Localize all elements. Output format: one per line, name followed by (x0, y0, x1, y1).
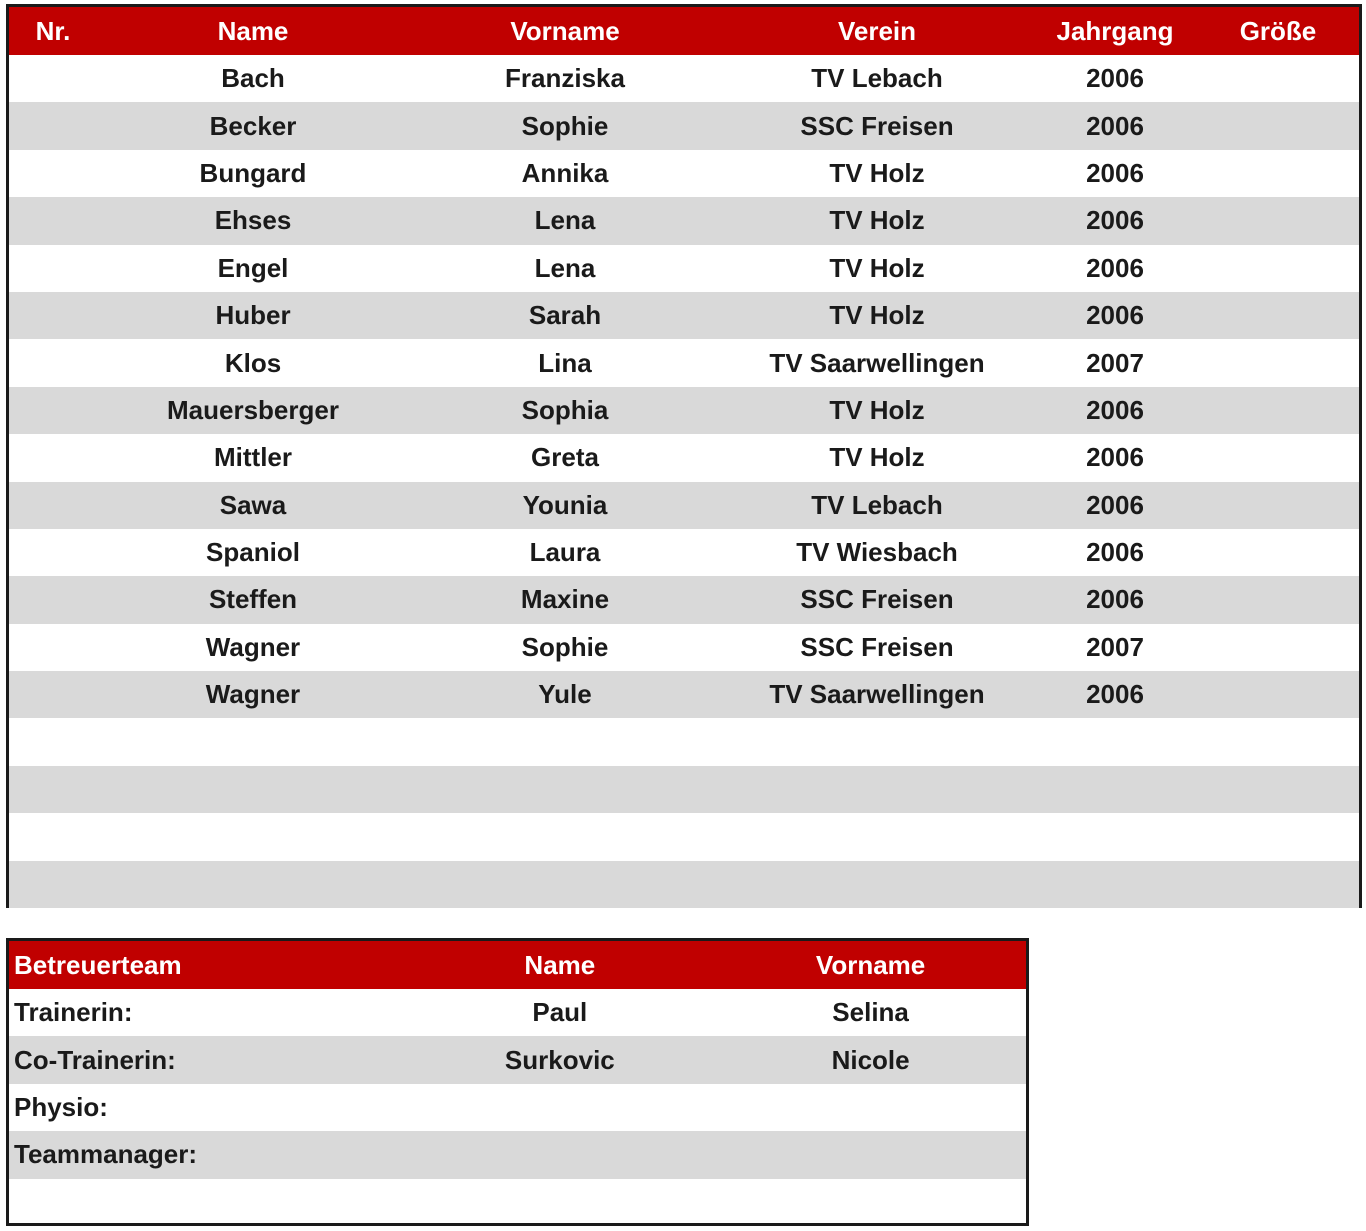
cell-name: Engel (217, 252, 289, 283)
cell-jahrgang: 2006 (1086, 63, 1144, 94)
staff-cell-name: Paul (532, 997, 588, 1028)
table-row (9, 671, 1359, 718)
table-row (9, 529, 1359, 576)
cell-vorname: Sophie (521, 110, 609, 141)
cell-name: Huber (215, 300, 291, 331)
cell-verein: TV Holz (829, 157, 925, 188)
header-staff-vorname: Vorname (815, 949, 926, 980)
cell-jahrgang: 2006 (1086, 252, 1144, 283)
cell-verein: TV Saarwellingen (769, 679, 985, 710)
cell-verein: TV Holz (829, 442, 925, 473)
cell-vorname: Maxine (520, 584, 610, 615)
players-header-row (9, 7, 1359, 55)
cell-jahrgang: 2006 (1086, 489, 1144, 520)
header-vorname: Vorname (510, 15, 620, 46)
cell-name: Spaniol (206, 537, 300, 568)
table-row (9, 197, 1359, 244)
table-row (9, 766, 1359, 813)
header-name: Name (217, 15, 289, 46)
cell-verein: TV Wiesbach (796, 537, 958, 568)
staff-cell-name: Surkovic (504, 1044, 615, 1075)
cell-jahrgang: 2006 (1086, 157, 1144, 188)
players-table (6, 4, 1362, 908)
cell-vorname: Sophie (521, 631, 609, 662)
table-row (9, 624, 1359, 671)
cell-jahrgang: 2006 (1086, 584, 1144, 615)
cell-vorname: Greta (531, 442, 599, 473)
cell-name: Ehses (214, 205, 292, 236)
cell-verein: TV Holz (829, 205, 925, 236)
staff-table (6, 938, 1029, 1226)
table-row (9, 813, 1359, 860)
table-row (9, 387, 1359, 434)
staff-body (9, 989, 1026, 1226)
table-row (9, 150, 1359, 197)
table-row (9, 861, 1359, 908)
cell-verein: TV Saarwellingen (769, 347, 985, 378)
table-row (9, 1036, 1026, 1083)
table-row (9, 434, 1359, 481)
cell-name: Bungard (199, 157, 307, 188)
cell-name: Becker (209, 110, 297, 141)
table-row (9, 1084, 1026, 1131)
cell-jahrgang: 2006 (1086, 679, 1144, 710)
players-body (9, 55, 1359, 908)
cell-verein: TV Holz (829, 252, 925, 283)
cell-name: Steffen (208, 584, 298, 615)
cell-jahrgang: 2006 (1086, 110, 1144, 141)
cell-vorname: Franziska (505, 63, 625, 94)
header-groesse: Größe (1239, 15, 1317, 46)
cell-vorname: Lina (538, 347, 592, 378)
cell-vorname: Yule (538, 679, 592, 710)
staff-cell-role: Teammanager: (14, 1139, 198, 1170)
cell-name: Wagner (205, 679, 301, 710)
staff-cell-vorname: Nicole (831, 1044, 910, 1075)
cell-name: Mittler (214, 442, 292, 473)
cell-jahrgang: 2006 (1086, 442, 1144, 473)
cell-name: Klos (224, 347, 282, 378)
staff-cell-vorname: Selina (832, 997, 909, 1028)
cell-verein: TV Lebach (811, 489, 943, 520)
header-betreuerteam: Betreuerteam (14, 949, 182, 980)
cell-name: Mauersberger (167, 394, 339, 425)
header-verein: Verein (837, 15, 917, 46)
header-nr: Nr. (35, 15, 71, 46)
header-jahrgang: Jahrgang (1056, 15, 1174, 46)
cell-jahrgang: 2007 (1086, 631, 1144, 662)
cell-verein: SSC Freisen (800, 631, 954, 662)
table-row (9, 1131, 1026, 1178)
table-row (9, 102, 1359, 149)
cell-jahrgang: 2006 (1086, 300, 1144, 331)
cell-verein: TV Lebach (811, 63, 943, 94)
cell-verein: TV Holz (829, 394, 925, 425)
staff-cell-role: Physio: (14, 1091, 108, 1122)
staff-header-row (9, 941, 1026, 989)
cell-verein: SSC Freisen (800, 110, 954, 141)
cell-vorname: Sophia (521, 394, 609, 425)
table-row (9, 292, 1359, 339)
cell-jahrgang: 2006 (1086, 537, 1144, 568)
cell-jahrgang: 2006 (1086, 205, 1144, 236)
cell-name: Wagner (205, 631, 301, 662)
table-row (9, 1179, 1026, 1226)
cell-name: Bach (221, 63, 285, 94)
cell-jahrgang: 2007 (1086, 347, 1144, 378)
header-staff-name: Name (524, 949, 596, 980)
cell-vorname: Lena (534, 252, 596, 283)
table-row (9, 55, 1359, 102)
staff-cell-role: Co-Trainerin: (14, 1044, 176, 1075)
cell-name: Sawa (219, 489, 287, 520)
cell-vorname: Lena (534, 205, 596, 236)
staff-cell-role: Trainerin: (14, 997, 133, 1028)
table-row (9, 718, 1359, 765)
cell-verein: SSC Freisen (800, 584, 954, 615)
cell-vorname: Laura (529, 537, 601, 568)
table-row (9, 482, 1359, 529)
table-row (9, 245, 1359, 292)
table-row (9, 989, 1026, 1036)
cell-vorname: Younia (522, 489, 608, 520)
cell-vorname: Sarah (528, 300, 602, 331)
table-row (9, 576, 1359, 623)
cell-vorname: Annika (521, 157, 609, 188)
table-row (9, 339, 1359, 386)
cell-jahrgang: 2006 (1086, 394, 1144, 425)
cell-verein: TV Holz (829, 300, 925, 331)
